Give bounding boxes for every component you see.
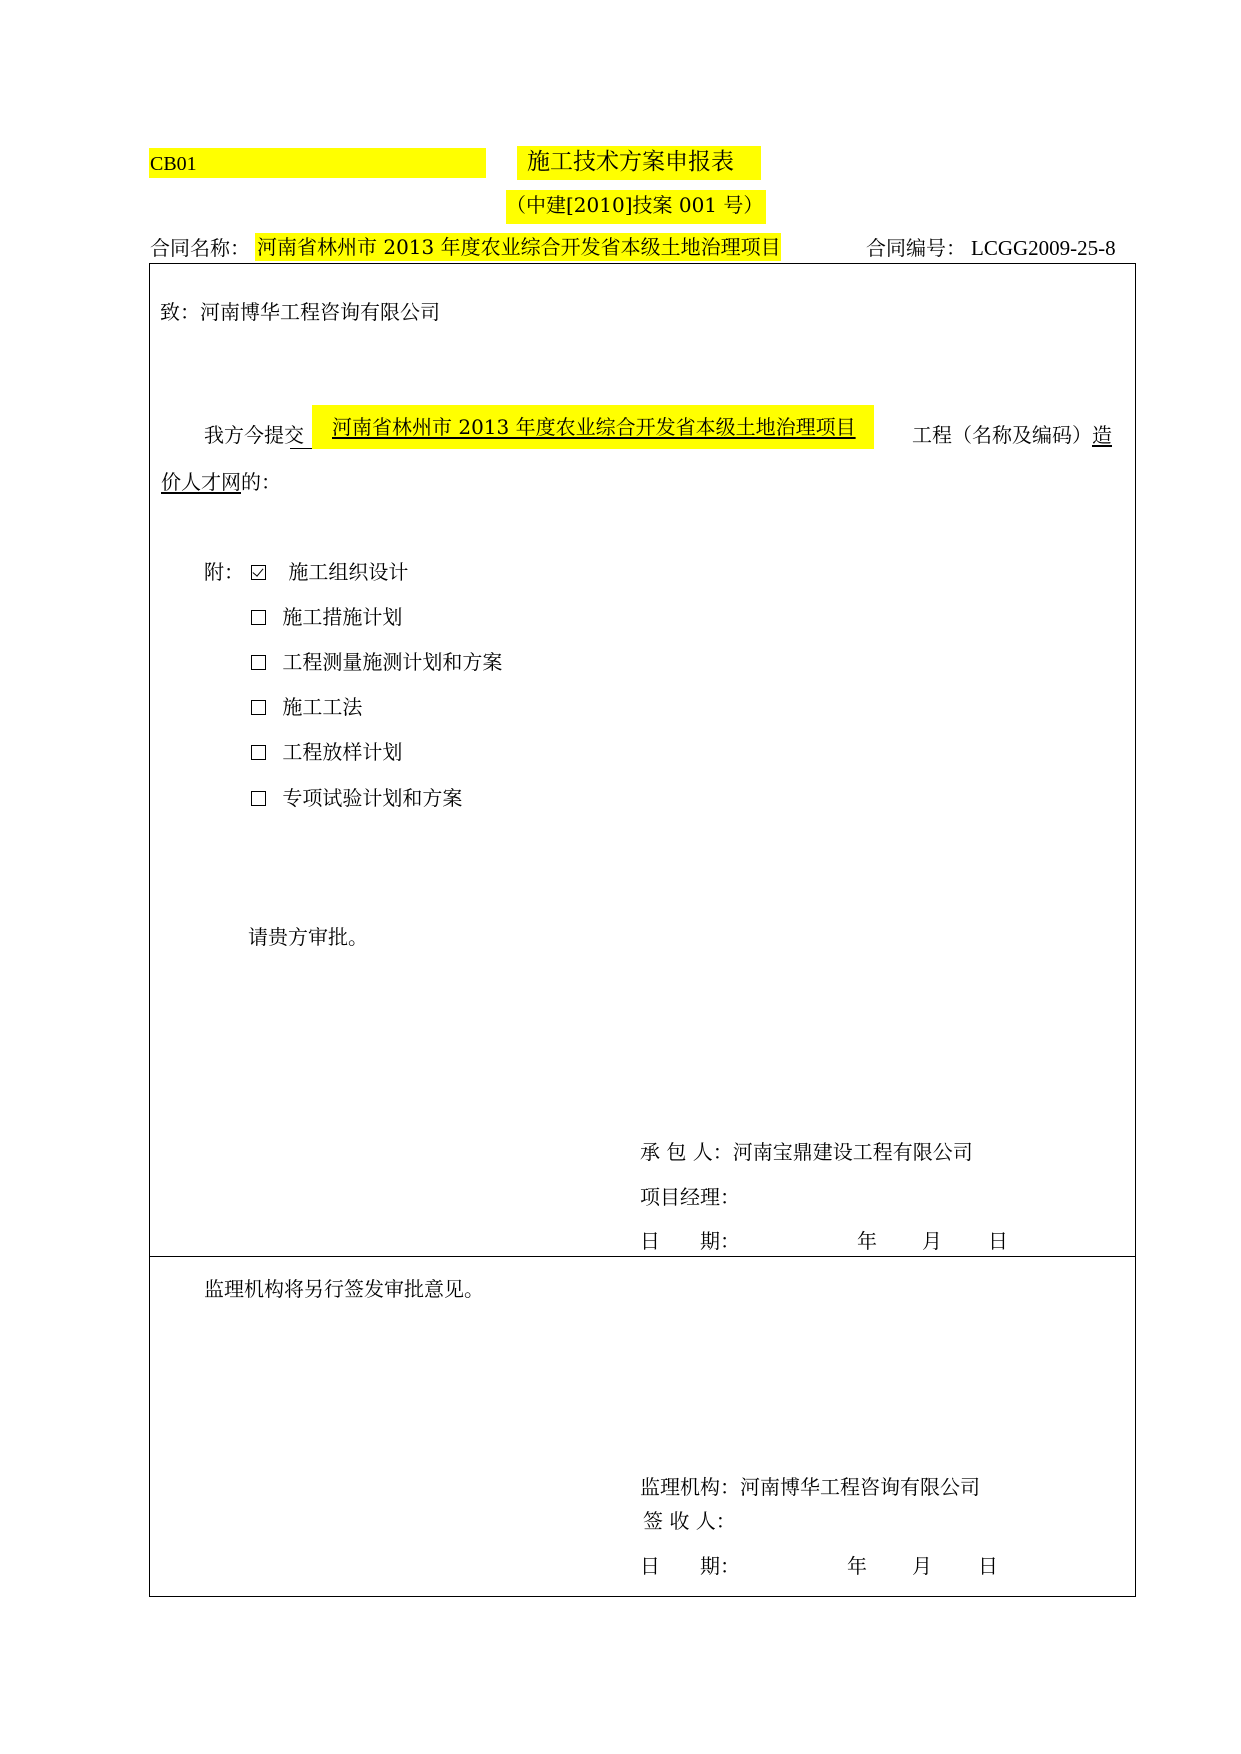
form-code: CB01 [150, 153, 197, 175]
approval-request: 请贵方审批。 [248, 925, 368, 949]
contractor-date-label: 日 期： [640, 1229, 740, 1253]
submit-prefix: 我方今提交 [204, 423, 304, 447]
contractor-date-month: 月 [922, 1229, 942, 1253]
contractor-date-day: 日 [988, 1229, 1008, 1253]
page-title: 施工技术方案申报表 [527, 149, 734, 175]
attachment-item [251, 652, 502, 672]
form-code-highlight [149, 148, 486, 178]
supervisor-date-month: 月 [912, 1554, 932, 1578]
contract-name-value: 河南省林州市 2013 年度农业综合开发省本级土地治理项目 [257, 235, 781, 259]
supervisor-org-line: 监理机构：河南博华工程咨询有限公司 [640, 1475, 980, 1499]
supervisor-date-label: 日 期： [640, 1554, 740, 1578]
attachment-item [251, 562, 408, 582]
checkbox-icon[interactable] [251, 655, 266, 670]
attachment-label: 专项试验计划和方案 [282, 786, 463, 810]
underline-gap [290, 405, 312, 449]
submit-cont-underlined: 价人才网 [161, 470, 241, 494]
contractor-date-year: 年 [857, 1229, 877, 1253]
submit-suffix-underlined: 造 [1092, 423, 1112, 447]
supervisor-note: 监理机构将另行签发审批意见。 [204, 1277, 484, 1301]
contract-number-value: LCGG2009-25-8 [971, 236, 1116, 260]
attachment-label: 工程放样计划 [282, 740, 403, 764]
attachment-item [251, 607, 402, 627]
contract-number-label: 合同编号： [866, 236, 966, 260]
submit-suffix-plain: 工程（名称及编码） [912, 423, 1092, 447]
submit-continuation [161, 472, 281, 492]
receiver-label: 签 收 人： [643, 1509, 736, 1533]
attachment-item [251, 742, 402, 762]
attachment-label: 工程测量施测计划和方案 [282, 650, 503, 674]
submitted-project-name: 河南省林州市 2013 年度农业综合开发省本级土地治理项目 [312, 405, 874, 449]
checkbox-icon[interactable] [251, 745, 266, 760]
attachment-label: 施工工法 [282, 695, 363, 719]
attachment-item [251, 788, 462, 808]
contractor-line: 承 包 人：河南宝鼎建设工程有限公司 [640, 1140, 973, 1164]
supervisor-date-year: 年 [847, 1554, 867, 1578]
attachments-label: 附： [204, 560, 244, 584]
supervisor-date-day: 日 [978, 1554, 998, 1578]
project-manager-label: 项目经理： [640, 1185, 740, 1209]
addressee-line: 致：河南博华工程咨询有限公司 [160, 300, 440, 324]
submit-cont-plain: 的： [241, 470, 281, 494]
section-divider [149, 1256, 1136, 1257]
checkbox-checked-icon[interactable] [251, 565, 266, 580]
attachment-item [251, 697, 362, 717]
checkbox-icon[interactable] [251, 791, 266, 806]
attachment-label: 施工组织设计 [288, 560, 409, 584]
submit-suffix [912, 425, 1112, 445]
page-subtitle: （中建[2010]技案 001 号） [506, 193, 764, 217]
contract-name-label: 合同名称： [150, 236, 250, 260]
checkbox-icon[interactable] [251, 610, 266, 625]
attachment-label: 施工措施计划 [282, 605, 403, 629]
checkbox-icon[interactable] [251, 700, 266, 715]
